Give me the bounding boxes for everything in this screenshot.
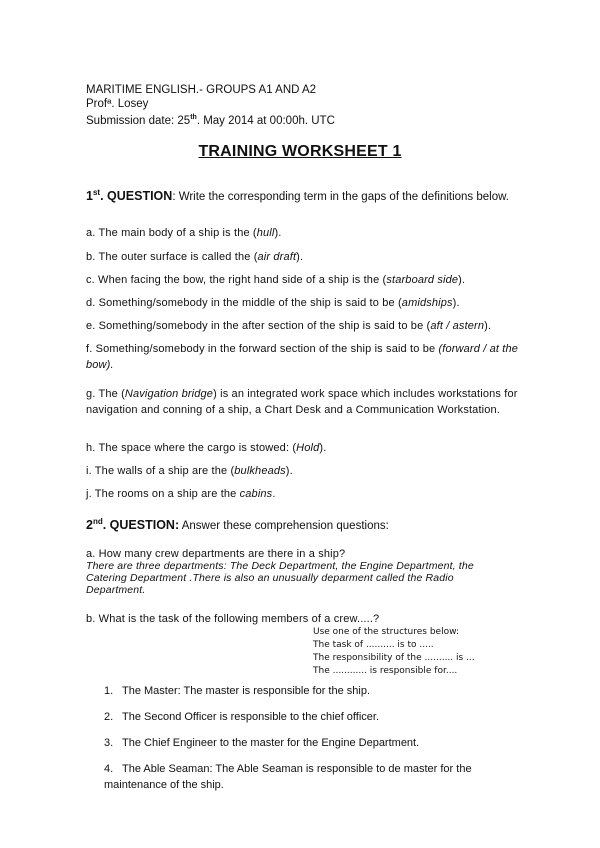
- structure-line: The task of .......... is to .....: [313, 640, 434, 650]
- structures-hint: [313, 626, 475, 678]
- q2-a-question: a. How many crew departments are there in a ship?: [86, 548, 346, 560]
- q1-j-answer: cabins: [239, 488, 273, 500]
- structure-line: Use one of the structures below:: [313, 627, 459, 637]
- q1-a-text: a. The main body of a ship is the (: [86, 227, 257, 239]
- q1-label: . QUESTION: [100, 189, 173, 204]
- q2-instruction: Answer these comprehension questions:: [179, 520, 389, 533]
- q1-b-text: b. The outer surface is called the (: [86, 251, 258, 263]
- q1-h-answer: Hold: [296, 442, 320, 454]
- q1-i-text: i. The walls of a ship are the (: [86, 465, 235, 477]
- q1-instruction: : Write the corresponding term in the gaps of the definitions below.: [172, 191, 509, 204]
- q1-b-end: ).: [296, 251, 304, 263]
- q1-h-text: h. The space where the cargo is stowed: (: [86, 442, 297, 454]
- q1-item-g: [86, 386, 526, 418]
- crew-item-number: 2.: [104, 711, 114, 723]
- crew-item-3: [104, 735, 524, 751]
- crew-item-1: [104, 683, 524, 699]
- q1-item-c: [86, 272, 526, 288]
- q1-f-answer: (forward / at the bow).: [86, 343, 519, 371]
- q2-b-question: b. What is the task of the following members of a crew.....?: [86, 613, 380, 625]
- q1-e-text: e. Something/somebody in the after section of the ship is said to be (: [86, 320, 431, 332]
- q1-a-answer: hull: [256, 227, 275, 239]
- q2-a-answer: There are three departments: The Deck Department, the Engine Department, the Catering Department .There is also an unusually deparment called the Radio Department.: [86, 560, 474, 596]
- q2-label: . QUESTION:: [102, 518, 180, 533]
- crew-item-number: 1.: [104, 685, 114, 697]
- q1-item-j: [86, 486, 526, 502]
- q1-d-answer: amidships: [401, 297, 453, 309]
- crew-item-number: 4.: [104, 763, 114, 775]
- q1-f-text: f. Something/somebody in the forward section of the ship is said to be: [86, 343, 439, 355]
- q1-d-end: ).: [452, 297, 460, 309]
- q1-item-d: [86, 295, 526, 311]
- q1-j-text: j. The rooms on a ship are the: [86, 488, 240, 500]
- q1-c-answer: starboard side: [386, 274, 459, 286]
- q1-number: 1: [86, 189, 93, 204]
- q1-a-end: ).: [274, 227, 282, 239]
- submission-date-sup: th: [190, 114, 197, 121]
- structure-line: The ............ is responsible for....: [313, 666, 458, 676]
- q1-item-f: [86, 341, 526, 373]
- header-submission-date: [86, 111, 335, 128]
- q1-i-answer: bulkheads: [234, 465, 286, 477]
- crew-item-text: The Chief Engineer to the master for the Engine Department.: [122, 737, 420, 749]
- q1-item-e: [86, 318, 526, 334]
- q1-j-end: .: [272, 488, 276, 500]
- q1-item-i: [86, 463, 526, 479]
- q2-number: 2: [86, 518, 93, 533]
- header-course: MARITIME ENGLISH.- GROUPS A1 AND A2: [86, 84, 317, 96]
- q1-b-answer: air draft: [257, 251, 297, 263]
- page-title: TRAINING WORKSHEET 1: [198, 143, 402, 160]
- q1-e-end: ).: [484, 320, 492, 332]
- q1-h-end: ).: [319, 442, 327, 454]
- question-1-heading: [86, 188, 509, 203]
- q1-item-b: [86, 249, 526, 265]
- q2-sup: nd: [92, 517, 103, 526]
- crew-item-4: [104, 761, 524, 793]
- q1-sup: st: [92, 188, 101, 197]
- question-2-heading: [86, 517, 389, 532]
- submission-date-rest: . May 2014 at 00:00h. UTC: [196, 114, 335, 127]
- q1-g-end: ) is an integrated work space which includes workstations for navigation and conning of a ship, a Chart Desk and a Communication Workstation.: [86, 388, 518, 416]
- submission-date-text: Submission date: 25: [86, 114, 191, 127]
- q1-i-end: ).: [285, 465, 293, 477]
- q1-g-text: g. The (: [86, 388, 125, 400]
- crew-item-text: The Master: The master is responsible for the ship.: [122, 685, 371, 697]
- q1-item-h: [86, 440, 526, 456]
- q1-g-answer: Navigation bridge: [124, 388, 214, 400]
- structure-line: The responsibility of the .......... is ...: [313, 653, 475, 663]
- q1-item-a: [86, 225, 526, 241]
- crew-item-2: [104, 709, 524, 725]
- crew-item-text: The Able Seaman: The Able Seaman is responsible to de master for the maintenance of the ship.: [104, 763, 472, 791]
- q1-c-end: ).: [458, 274, 466, 286]
- q1-c-text: c. When facing the bow, the right hand side of a ship is the (: [86, 274, 387, 286]
- crew-item-number: 3.: [104, 737, 114, 749]
- q1-e-answer: aft / astern: [430, 320, 485, 332]
- header-professor: Profª. Losey: [86, 98, 149, 110]
- crew-item-text: The Second Officer is responsible to the chief officer.: [122, 711, 380, 723]
- q1-d-text: d. Something/somebody in the middle of the ship is said to be (: [86, 297, 402, 309]
